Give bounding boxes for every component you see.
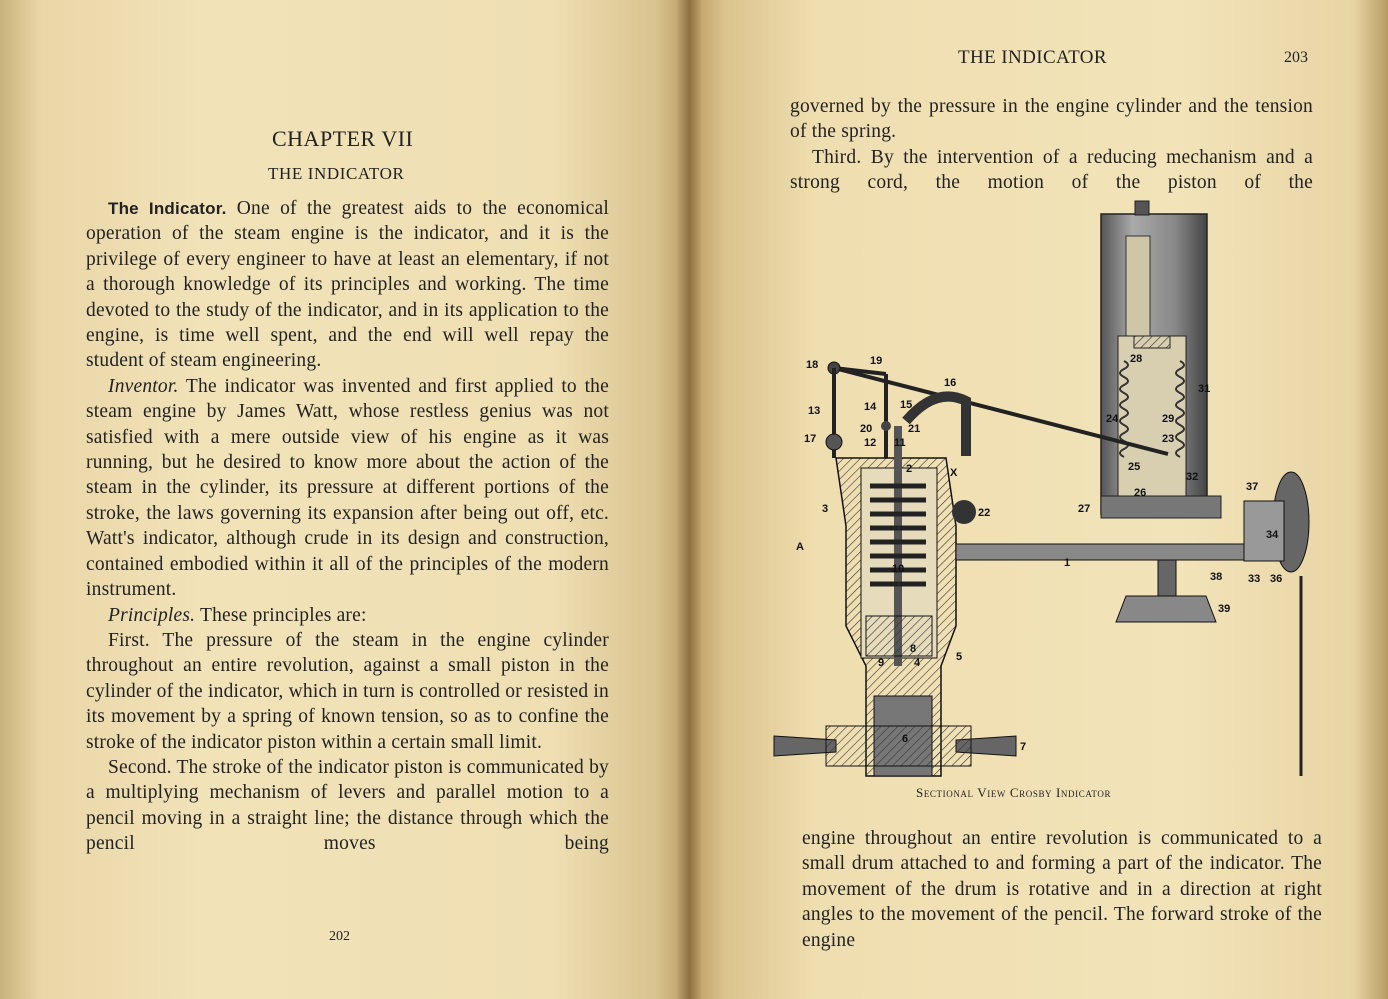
paragraph-second [86, 755, 609, 857]
svg-text:22: 22 [978, 507, 991, 519]
svg-text:6: 6 [902, 733, 909, 745]
paragraph-text: By the intervention of a reducing mechanism and a strong cord, the motion of the piston of the [790, 146, 1314, 194]
indicator-figure [766, 196, 1326, 780]
svg-text:23: 23 [1162, 433, 1175, 445]
gutter-shadow [676, 0, 702, 999]
chapter-heading: CHAPTER VII [272, 126, 414, 151]
page-number-left: 202 [329, 929, 350, 944]
svg-text:20: 20 [860, 423, 873, 435]
left-body-text [86, 196, 609, 857]
svg-text:15: 15 [900, 399, 913, 411]
svg-text:25: 25 [1128, 461, 1141, 473]
svg-text:A: A [796, 541, 804, 553]
paragraph-text: One of the greatest aids to the economical operation of the steam engine is the indicator, and it is the privilege of every engineer to have at least an elementary, if not a thorough knowledge of its principles and working. The time devoted to the study of the indicator, and in its application to the engine, is time well spent, and the end will well repay the student of steam engineering. [86, 198, 609, 372]
svg-text:39: 39 [1218, 603, 1231, 615]
svg-text:38: 38 [1210, 571, 1223, 583]
second-label: Second. [108, 756, 172, 778]
svg-text:27: 27 [1078, 503, 1091, 515]
svg-text:29: 29 [1162, 413, 1175, 425]
svg-text:18: 18 [806, 359, 819, 371]
svg-text:2: 2 [906, 463, 913, 475]
paragraph-indicator [86, 196, 609, 374]
svg-text:16: 16 [944, 377, 957, 389]
svg-text:11: 11 [894, 437, 906, 449]
page-number-right: 203 [1284, 49, 1308, 66]
inventor-heading: Inventor. [108, 375, 179, 397]
svg-text:7: 7 [1020, 741, 1027, 753]
paragraph-third [790, 145, 1313, 196]
svg-text:14: 14 [864, 401, 877, 413]
svg-text:12: 12 [864, 437, 877, 449]
paragraph-governed: governed by the pressure in the engine cylinder and the tension of the spring. [790, 96, 1313, 143]
paragraph-text: The pressure of the steam in the engine cylinder throughout an entire revolution, against a small piston in the cylinder of the indicator, which in turn is controlled or resisted in its movement by a spring of known tension, so as to confine the stroke of the indicator piston within a certain small limit. [86, 629, 609, 753]
svg-text:24: 24 [1106, 413, 1119, 425]
paragraph-principles [86, 603, 609, 628]
svg-text:4: 4 [914, 657, 921, 669]
svg-text:31: 31 [1198, 383, 1211, 395]
third-label: Third. [812, 146, 862, 168]
left-page [0, 0, 690, 999]
svg-text:17: 17 [804, 433, 817, 445]
svg-text:37: 37 [1246, 481, 1259, 493]
svg-text:28: 28 [1130, 353, 1143, 365]
paragraph-text: The indicator was invented and first applied to the steam engine by James Watt, whose restless genius was not satisfied with a mere outside view of his engine as it was running, but he desired to know more about the action of the steam in the cylinder, its pressure at different portions of the stroke, the laws governing its expansion after being out off, etc. Watt's indicator, although crude in its design and construction, contained embodied within it all of the principles of the modern instrument. [86, 375, 609, 601]
svg-text:3: 3 [822, 503, 829, 515]
right-top-text [790, 94, 1313, 196]
chapter-title: THE INDICATOR [268, 164, 405, 183]
svg-text:X: X [950, 467, 958, 479]
paragraph-text: These principles are: [199, 604, 367, 626]
first-label: First. [108, 629, 150, 651]
svg-text:8: 8 [910, 643, 917, 655]
paragraph-engine: engine throughout an entire revolution is communicated to a small drum attached to and forming a part of the indicator. The movement of the drum is rotative and in a direction at right angles to the movement of the pencil. The forward stroke of the engine [802, 828, 1322, 951]
figure-caption: Sectional View Crosby Indicator [916, 785, 1112, 800]
svg-text:19: 19 [870, 355, 883, 367]
paragraph-inventor [86, 374, 609, 603]
run-in-heading: The Indicator. [108, 199, 227, 218]
running-head: THE INDICATOR [958, 47, 1107, 68]
svg-text:13: 13 [808, 405, 821, 417]
svg-text:33: 33 [1248, 573, 1261, 585]
svg-text:9: 9 [878, 657, 885, 669]
svg-text:32: 32 [1186, 471, 1199, 483]
svg-text:36: 36 [1270, 573, 1283, 585]
right-bottom-text [802, 826, 1322, 953]
svg-text:21: 21 [908, 423, 921, 435]
svg-text:1: 1 [1064, 557, 1071, 569]
svg-text:34: 34 [1266, 529, 1279, 541]
principles-heading: Principles. [108, 604, 196, 626]
svg-text:5: 5 [956, 651, 963, 663]
paragraph-first [86, 628, 609, 755]
svg-text:26: 26 [1134, 487, 1147, 499]
svg-text:10: 10 [892, 563, 905, 575]
paragraph-text: The stroke of the indicator piston is communicated by a multiplying mechanism of levers and parallel motion to a pencil moving in a straight line; the distance through which the pencil moves being [86, 756, 609, 855]
